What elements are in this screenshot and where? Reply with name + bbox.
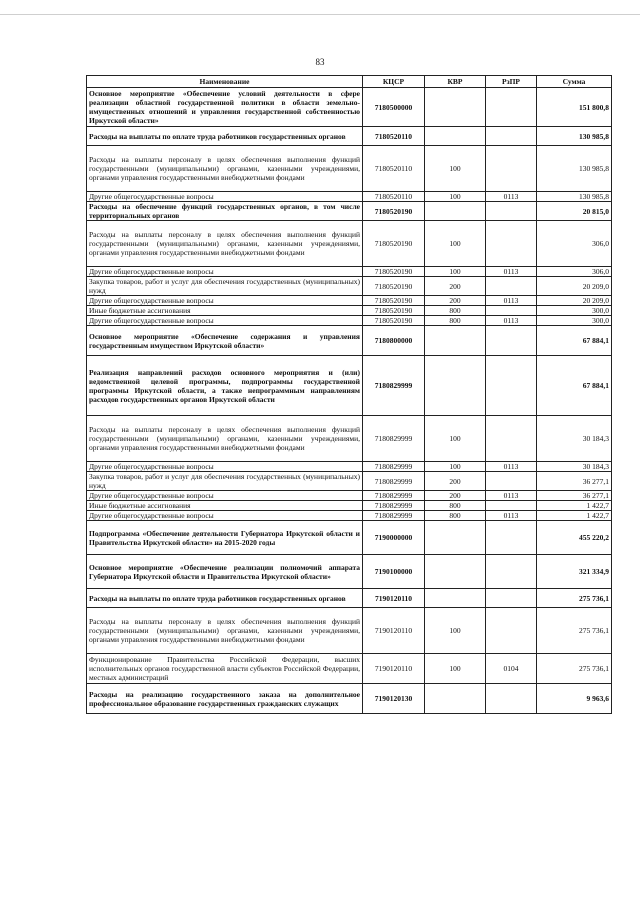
row-kvr-cell: 800	[425, 511, 486, 521]
row-sum-cell: 151 800,8	[537, 88, 612, 127]
row-sum-cell: 130 985,8	[537, 146, 612, 192]
row-name-cell: Иные бюджетные ассигнования	[87, 306, 363, 316]
row-kvr-cell	[425, 326, 486, 356]
row-rzpr-cell	[486, 608, 537, 654]
table-row	[87, 472, 612, 491]
row-kcsr-cell: 7180829999	[363, 356, 425, 416]
row-sum-cell: 67 884,1	[537, 326, 612, 356]
row-name-cell: Подпрограмма «Обеспечение деятельности Губернатора Иркутской области и Правительства Иркутской области» на 2015-2020 годы	[87, 521, 363, 555]
row-name-cell: Основное мероприятие «Обеспечение содержания и управления государственным имуществом Иркутской области»	[87, 326, 363, 356]
row-sum-cell: 36 277,1	[537, 491, 612, 501]
row-sum-cell: 321 334,9	[537, 555, 612, 589]
row-rzpr-cell: 0113	[486, 296, 537, 306]
row-sum-cell: 300,0	[537, 306, 612, 316]
row-kcsr-cell: 7180800000	[363, 326, 425, 356]
table-header-row	[87, 76, 612, 88]
page-number: 83	[315, 57, 325, 67]
row-name-cell: Расходы на выплаты по оплате труда работников государственных органов	[87, 589, 363, 608]
row-name-cell: Расходы на выплаты персоналу в целях обеспечения выполнения функций государственными (муниципальными) органами, казенными учреждениями, органами управления государственными внебюджетными фондами	[87, 608, 363, 654]
row-kvr-cell	[425, 88, 486, 127]
row-kvr-cell	[425, 356, 486, 416]
row-sum-cell: 20 209,0	[537, 296, 612, 306]
row-sum-cell: 130 985,8	[537, 127, 612, 146]
header-kvr: КВР	[425, 76, 486, 88]
row-rzpr-cell: 0104	[486, 654, 537, 684]
row-name-cell: Функционирование Правительства Российской Федерации, высших исполнительных органов государственной власти субъектов Российской Федерации, местных администраций	[87, 654, 363, 684]
row-kvr-cell: 800	[425, 501, 486, 511]
row-name-cell: Другие общегосударственные вопросы	[87, 462, 363, 472]
row-name-cell: Расходы на выплаты персоналу в целях обеспечения выполнения функций государственными (муниципальными) органами, казенными учреждениями, органами управления государственными внебюджетными фондами	[87, 221, 363, 267]
row-kcsr-cell: 7190120110	[363, 654, 425, 684]
row-kvr-cell: 800	[425, 316, 486, 326]
row-rzpr-cell	[486, 472, 537, 491]
row-rzpr-cell	[486, 326, 537, 356]
table-row	[87, 316, 612, 326]
row-rzpr-cell	[486, 684, 537, 714]
row-name-cell: Другие общегосударственные вопросы	[87, 316, 363, 326]
row-rzpr-cell	[486, 221, 537, 267]
row-kvr-cell: 100	[425, 462, 486, 472]
table-row	[87, 356, 612, 416]
row-kvr-cell: 800	[425, 306, 486, 316]
row-sum-cell: 36 277,1	[537, 472, 612, 491]
row-name-cell: Другие общегосударственные вопросы	[87, 267, 363, 277]
row-kvr-cell: 100	[425, 192, 486, 202]
row-kcsr-cell: 7180829999	[363, 472, 425, 491]
row-sum-cell: 9 963,6	[537, 684, 612, 714]
row-kvr-cell: 100	[425, 267, 486, 277]
table-row	[87, 462, 612, 472]
row-sum-cell: 1 422,7	[537, 511, 612, 521]
row-kvr-cell: 100	[425, 608, 486, 654]
table-row	[87, 127, 612, 146]
row-rzpr-cell	[486, 555, 537, 589]
row-sum-cell: 1 422,7	[537, 501, 612, 511]
row-sum-cell: 30 184,3	[537, 416, 612, 462]
table-row	[87, 555, 612, 589]
row-kcsr-cell: 7190120110	[363, 589, 425, 608]
row-kcsr-cell: 7180520110	[363, 146, 425, 192]
row-kvr-cell	[425, 589, 486, 608]
row-kcsr-cell: 7180520190	[363, 277, 425, 296]
header-sum: Сумма	[537, 76, 612, 88]
row-sum-cell: 455 220,2	[537, 521, 612, 555]
row-kcsr-cell: 7180829999	[363, 416, 425, 462]
row-kcsr-cell: 7180520110	[363, 192, 425, 202]
table-row	[87, 146, 612, 192]
row-sum-cell: 300,0	[537, 316, 612, 326]
table-body	[87, 88, 612, 714]
row-name-cell: Закупка товаров, работ и услуг для обеспечения государственных (муниципальных) нужд	[87, 472, 363, 491]
row-kcsr-cell: 7180829999	[363, 491, 425, 501]
table-row	[87, 521, 612, 555]
table-row	[87, 589, 612, 608]
row-rzpr-cell	[486, 306, 537, 316]
row-kvr-cell	[425, 684, 486, 714]
table-row	[87, 654, 612, 684]
table-row	[87, 267, 612, 277]
row-kvr-cell: 100	[425, 416, 486, 462]
row-name-cell: Расходы на выплаты персоналу в целях обеспечения выполнения функций государственными (муниципальными) органами, казенными учреждениями, органами управления государственными внебюджетными фондами	[87, 416, 363, 462]
header-rzpr: РзПР	[486, 76, 537, 88]
row-name-cell: Основное мероприятие «Обеспечение реализации полномочий аппарата Губернатора Иркутской области и Правительства Иркутской области»	[87, 555, 363, 589]
table-row	[87, 88, 612, 127]
row-kcsr-cell: 7180520190	[363, 316, 425, 326]
row-kvr-cell	[425, 127, 486, 146]
row-kcsr-cell: 7180520190	[363, 202, 425, 221]
row-rzpr-cell	[486, 88, 537, 127]
row-name-cell: Другие общегосударственные вопросы	[87, 511, 363, 521]
table-row	[87, 306, 612, 316]
table-row	[87, 296, 612, 306]
row-kvr-cell: 200	[425, 472, 486, 491]
row-rzpr-cell: 0113	[486, 316, 537, 326]
table-row	[87, 192, 612, 202]
row-rzpr-cell	[486, 501, 537, 511]
row-name-cell: Другие общегосударственные вопросы	[87, 192, 363, 202]
row-kcsr-cell: 7180829999	[363, 462, 425, 472]
row-kvr-cell: 100	[425, 221, 486, 267]
row-name-cell: Основное мероприятие «Обеспечение условий деятельности в сфере реализации областной государственной политики в области земельно-имущественных отношений и управления государственной собственностью Иркутской области»	[87, 88, 363, 127]
row-rzpr-cell: 0113	[486, 462, 537, 472]
row-kcsr-cell: 7180829999	[363, 511, 425, 521]
table-row	[87, 202, 612, 221]
row-kcsr-cell: 7180520190	[363, 267, 425, 277]
budget-table	[86, 75, 612, 714]
row-sum-cell: 67 884,1	[537, 356, 612, 416]
row-name-cell: Расходы на выплаты персоналу в целях обеспечения выполнения функций государственными (муниципальными) органами, казенными учреждениями, органами управления государственными внебюджетными фондами	[87, 146, 363, 192]
row-sum-cell: 306,0	[537, 221, 612, 267]
row-kcsr-cell: 7180520110	[363, 127, 425, 146]
table-row	[87, 511, 612, 521]
scan-edge-line	[0, 14, 640, 15]
row-kvr-cell: 200	[425, 491, 486, 501]
row-sum-cell: 20 815,0	[537, 202, 612, 221]
row-kcsr-cell: 7180520190	[363, 296, 425, 306]
row-kvr-cell: 200	[425, 277, 486, 296]
header-name: Наименование	[87, 76, 363, 88]
row-kcsr-cell: 7190100000	[363, 555, 425, 589]
row-rzpr-cell: 0113	[486, 491, 537, 501]
row-rzpr-cell	[486, 521, 537, 555]
header-kcsr: КЦСР	[363, 76, 425, 88]
table-row	[87, 277, 612, 296]
row-rzpr-cell: 0113	[486, 267, 537, 277]
row-kcsr-cell: 7190120130	[363, 684, 425, 714]
table-row	[87, 501, 612, 511]
row-name-cell: Расходы на реализацию государственного заказа на дополнительное профессиональное образование государственных гражданских служащих	[87, 684, 363, 714]
row-kcsr-cell: 7180520190	[363, 221, 425, 267]
row-sum-cell: 306,0	[537, 267, 612, 277]
table-row	[87, 326, 612, 356]
row-kvr-cell: 200	[425, 296, 486, 306]
row-rzpr-cell: 0113	[486, 192, 537, 202]
row-sum-cell: 20 209,0	[537, 277, 612, 296]
table-row	[87, 221, 612, 267]
table-row	[87, 491, 612, 501]
table-row	[87, 684, 612, 714]
row-kvr-cell: 100	[425, 146, 486, 192]
row-sum-cell: 30 184,3	[537, 462, 612, 472]
row-kvr-cell	[425, 521, 486, 555]
row-sum-cell: 275 736,1	[537, 608, 612, 654]
row-rzpr-cell	[486, 356, 537, 416]
row-name-cell: Реализация направлений расходов основного мероприятия и (или) ведомственной целевой программы, подпрограммы государственной программы Иркутской области, а также непрограммным направлениям расходов государственных органов Иркутской области	[87, 356, 363, 416]
row-sum-cell: 275 736,1	[537, 654, 612, 684]
row-name-cell: Другие общегосударственные вопросы	[87, 296, 363, 306]
row-name-cell: Расходы на обеспечение функций государственных органов, в том числе территориальных органов	[87, 202, 363, 221]
row-name-cell: Закупка товаров, работ и услуг для обеспечения государственных (муниципальных) нужд	[87, 277, 363, 296]
row-name-cell: Расходы на выплаты по оплате труда работников государственных органов	[87, 127, 363, 146]
row-rzpr-cell	[486, 589, 537, 608]
row-name-cell: Другие общегосударственные вопросы	[87, 491, 363, 501]
row-sum-cell: 130 985,8	[537, 192, 612, 202]
row-rzpr-cell	[486, 146, 537, 192]
row-rzpr-cell	[486, 202, 537, 221]
row-kvr-cell: 100	[425, 654, 486, 684]
row-kcsr-cell: 7190000000	[363, 521, 425, 555]
row-rzpr-cell	[486, 277, 537, 296]
row-name-cell: Иные бюджетные ассигнования	[87, 501, 363, 511]
row-kcsr-cell: 7180829999	[363, 501, 425, 511]
row-rzpr-cell: 0113	[486, 511, 537, 521]
row-kcsr-cell: 7180500000	[363, 88, 425, 127]
row-rzpr-cell	[486, 416, 537, 462]
row-kvr-cell	[425, 202, 486, 221]
row-kcsr-cell: 7190120110	[363, 608, 425, 654]
table-row	[87, 608, 612, 654]
row-kvr-cell	[425, 555, 486, 589]
table-row	[87, 416, 612, 462]
row-rzpr-cell	[486, 127, 537, 146]
row-kcsr-cell: 7180520190	[363, 306, 425, 316]
row-sum-cell: 275 736,1	[537, 589, 612, 608]
